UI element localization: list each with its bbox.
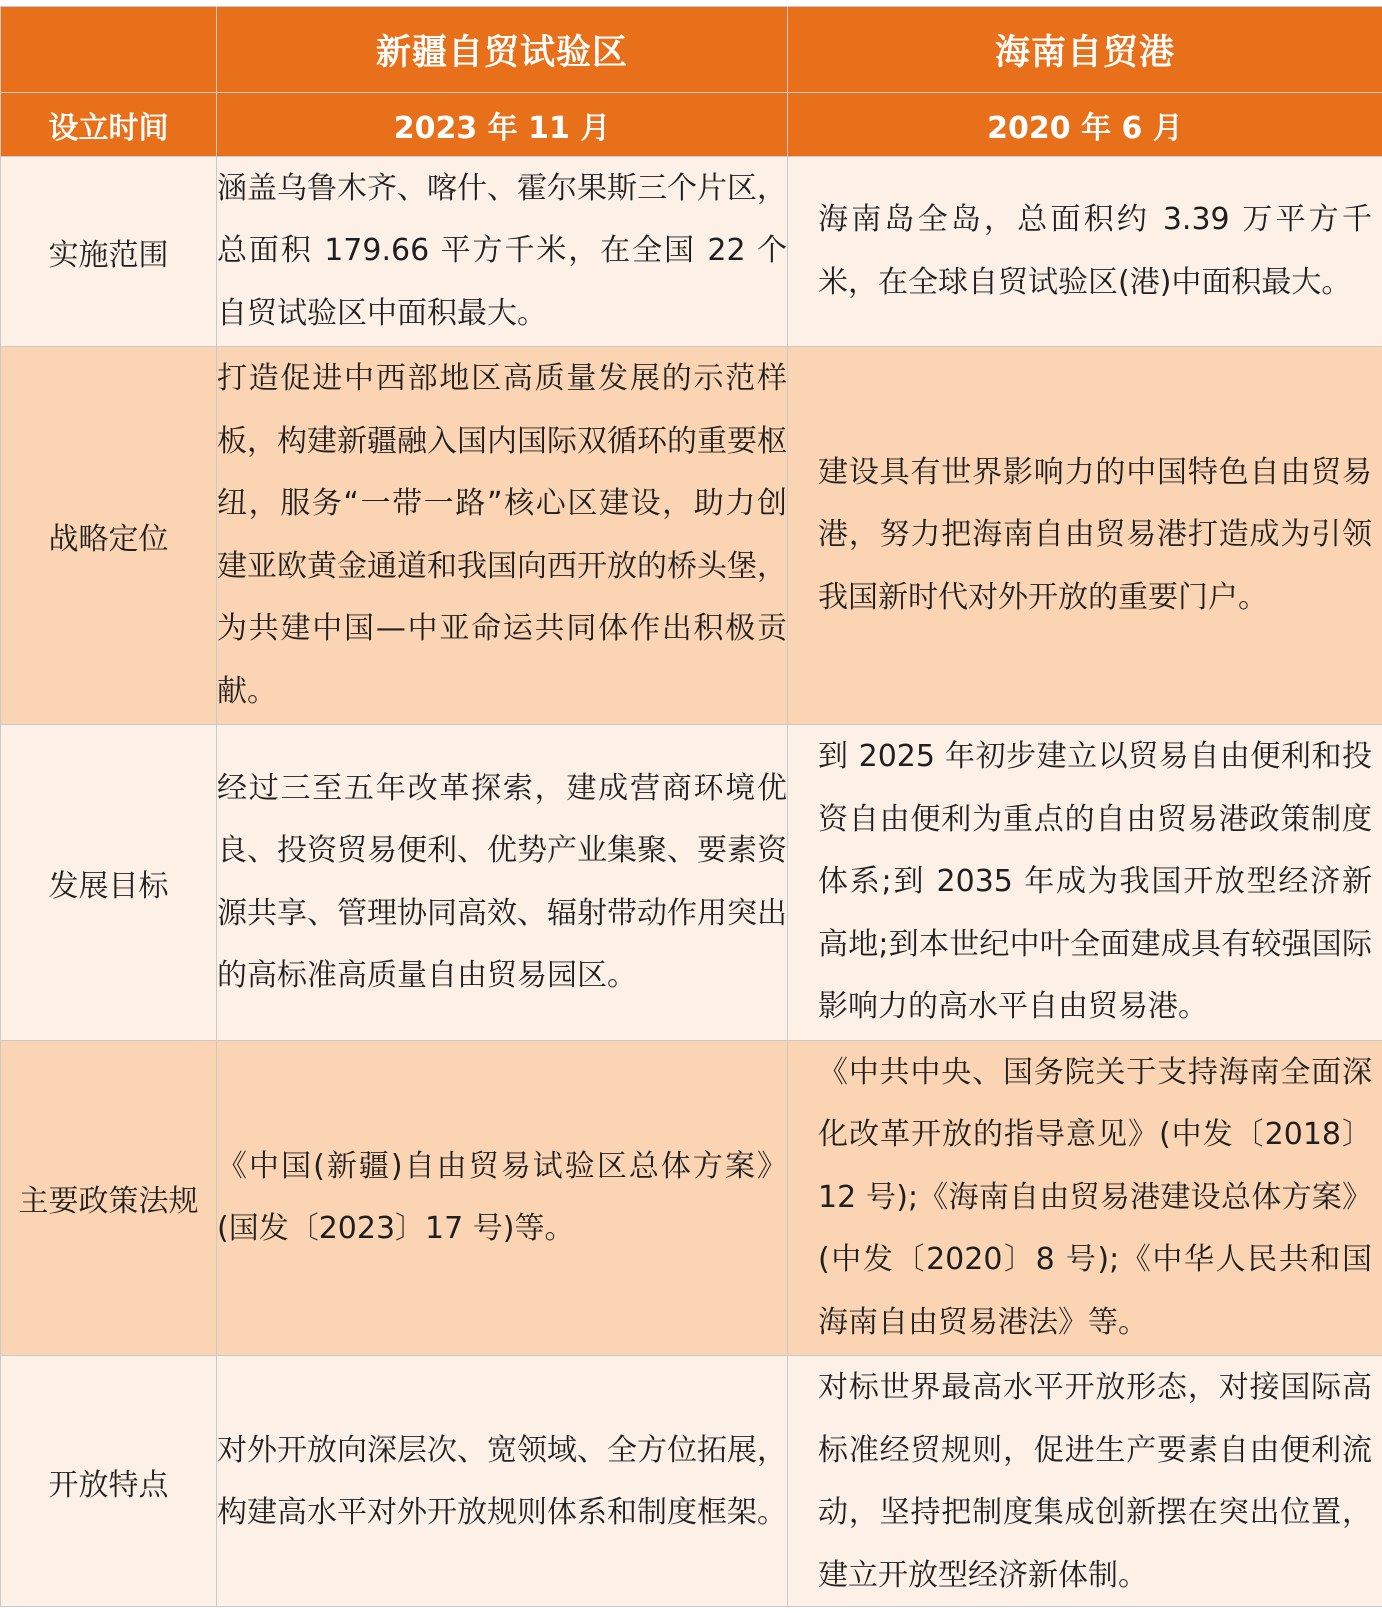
table-row-established [1, 93, 1382, 157]
table-row-strategy [1, 347, 1382, 725]
comparison-table [0, 6, 1382, 1609]
table-row-goals [1, 725, 1382, 1041]
cell-xinjiang-strategy: 打造促进中西部地区高质量发展的示范样板，构建新疆融入国内国际双循环的重要枢纽，服务“一带一路”核心区建设，助力创建亚欧黄金通道和我国向西开放的桥头堡，为共建中国—中亚命运共同体作出积极贡献。 [217, 347, 788, 725]
table-row-policies [1, 1041, 1382, 1356]
header-hainan: 海南自贸港 [788, 7, 1382, 93]
cell-hainan-openness: 对标世界最高水平开放形态，对接国际高标准经贸规则，促进生产要素自由便利流动，坚持把制度集成创新摆在突出位置，建立开放型经济新体制。 [788, 1356, 1382, 1609]
table-row-scope [1, 157, 1382, 347]
cell-hainan-scope: 海南岛全岛，总面积约 3.39 万平方千米，在全球自贸试验区(港)中面积最大。 [788, 157, 1382, 347]
cell-xinjiang-openness: 对外开放向深层次、宽领域、全方位拓展，构建高水平对外开放规则体系和制度框架。 [217, 1356, 788, 1609]
cell-hainan-goals: 到 2025 年初步建立以贸易自由便利和投资自由便利为重点的自由贸易港政策制度体系;到 2035 年成为我国开放型经济新高地;到本世纪中叶全面建成具有较强国际影响力的高水平自由贸易港。 [788, 725, 1382, 1041]
cell-xinjiang-goals: 经过三至五年改革探索，建成营商环境优良、投资贸易便利、优势产业集聚、要素资源共享、管理协同高效、辐射带动作用突出的高标准高质量自由贸易园区。 [217, 725, 788, 1041]
row-label-goals: 发展目标 [1, 725, 217, 1041]
row-label-established: 设立时间 [1, 93, 217, 157]
cell-hainan-strategy: 建设具有世界影响力的中国特色自由贸易港，努力把海南自由贸易港打造成为引领我国新时代对外开放的重要门户。 [788, 347, 1382, 725]
cell-xinjiang-established: 2023 年 11 月 [217, 93, 788, 157]
row-label-openness: 开放特点 [1, 1356, 217, 1609]
row-label-policies: 主要政策法规 [1, 1041, 217, 1356]
table-row-openness [1, 1356, 1382, 1609]
cell-xinjiang-scope: 涵盖乌鲁木齐、喀什、霍尔果斯三个片区，总面积 179.66 平方千米，在全国 22 个自贸试验区中面积最大。 [217, 157, 788, 347]
row-label-strategy: 战略定位 [1, 347, 217, 725]
cell-xinjiang-policies: 《中国(新疆)自由贸易试验区总体方案》(国发〔2023〕17 号)等。 [217, 1041, 788, 1356]
header-xinjiang: 新疆自贸试验区 [217, 7, 788, 93]
header-corner-cell [1, 7, 217, 93]
table-header-row [1, 7, 1382, 93]
row-label-scope: 实施范围 [1, 157, 217, 347]
cell-hainan-established: 2020 年 6 月 [788, 93, 1382, 157]
cell-hainan-policies: 《中共中央、国务院关于支持海南全面深化改革开放的指导意见》(中发〔2018〕12 号);《海南自由贸易港建设总体方案》(中发〔2020〕8 号);《中华人民共和国海南自由贸易港法》等。 [788, 1041, 1382, 1356]
